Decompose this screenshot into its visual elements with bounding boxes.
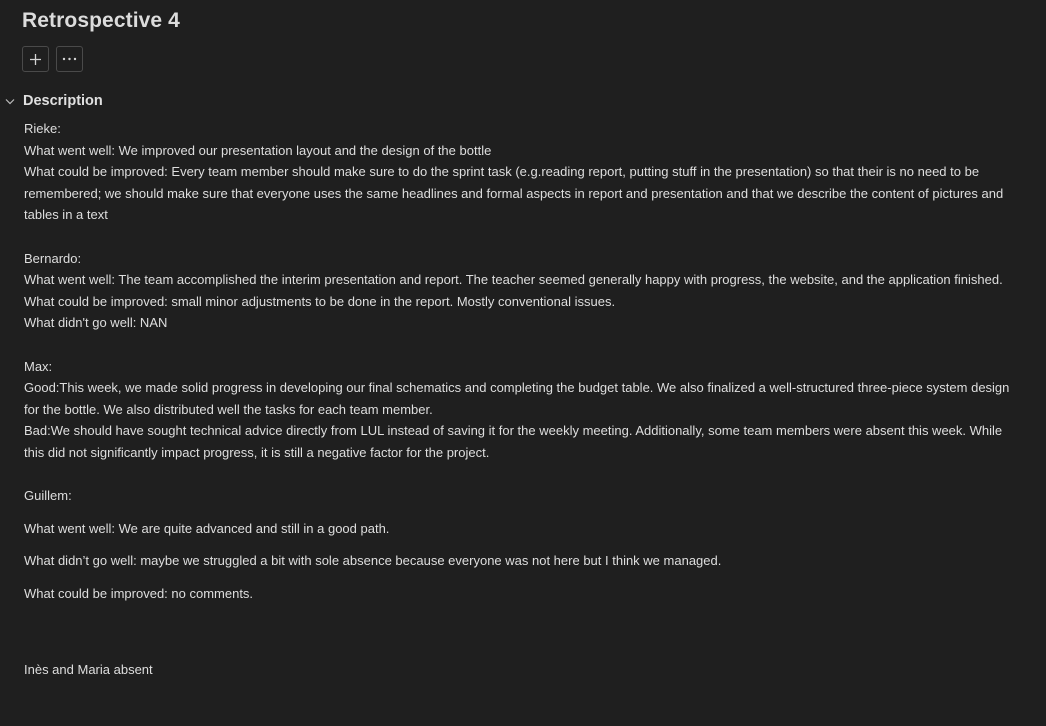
description-section-toggle[interactable] [4, 93, 103, 109]
bernardo-didnt-go-well: What didn't go well: NAN [24, 315, 168, 331]
more-options-button[interactable] [56, 46, 83, 72]
bernardo-went-well: What went well: The team accomplished the interim presentation and report. The teacher seemed generally happy with progress, the website, and the application finished. [24, 272, 1003, 288]
spacer [24, 615, 1024, 637]
ellipsis-icon [62, 57, 77, 61]
max-name: Max: [24, 358, 53, 374]
bernardo-could-improve: What could be improved: small minor adjustments to be done in the report. Mostly conventional issues. [24, 293, 616, 309]
guillem-could-improve: What could be improved: no comments. [24, 585, 254, 601]
spacer [24, 464, 1024, 486]
guillem-went-well: What went well: We are quite advanced and still in a good path. [24, 520, 390, 536]
spacer [24, 226, 1024, 248]
rieke-went-well: What went well: We improved our presentation layout and the design of the bottle [24, 142, 492, 158]
guillem-name: Guillem: [24, 488, 72, 504]
bernardo-name: Bernardo: [24, 250, 82, 266]
chevron-down-icon [4, 95, 16, 107]
description-body[interactable] [24, 118, 1024, 680]
plus-icon [29, 53, 42, 66]
page-title: Retrospective 4 [22, 9, 180, 32]
rieke-could-improve: What could be improved: Every team member should make sure to do the sprint task (e.g.reading report, putting stuff in the presentation) so that their is no need to be remembered; we should make sure that everyone uses the same headlines and formal aspects in report and presentation and that we describe the content of pictures and tables in a text [24, 164, 1004, 223]
max-good: Good:This week, we made solid progress in developing our final schematics and completing the budget table. We also finalized a well-structured three-piece system design for the bottle. We also distributed well the tasks for each team member. [24, 380, 1010, 417]
absence-note: Inès and Maria absent [24, 661, 153, 677]
spacer [24, 637, 1024, 659]
rieke-name: Rieke: [24, 121, 61, 136]
guillem-didnt-go-well: What didn’t go well: maybe we struggled a bit with sole absence because everyone was not here but I think we managed. [24, 553, 722, 569]
add-button[interactable] [22, 46, 49, 72]
toolbar [22, 46, 83, 72]
max-bad: Bad:We should have sought technical advice directly from LUL instead of saving it for the weekly meeting. Additionally, some team members were absent this week. While this did not significantly impact progress, it is still a negative factor for the project. [24, 423, 1003, 460]
section-title: Description [23, 93, 103, 109]
spacer [24, 334, 1024, 356]
